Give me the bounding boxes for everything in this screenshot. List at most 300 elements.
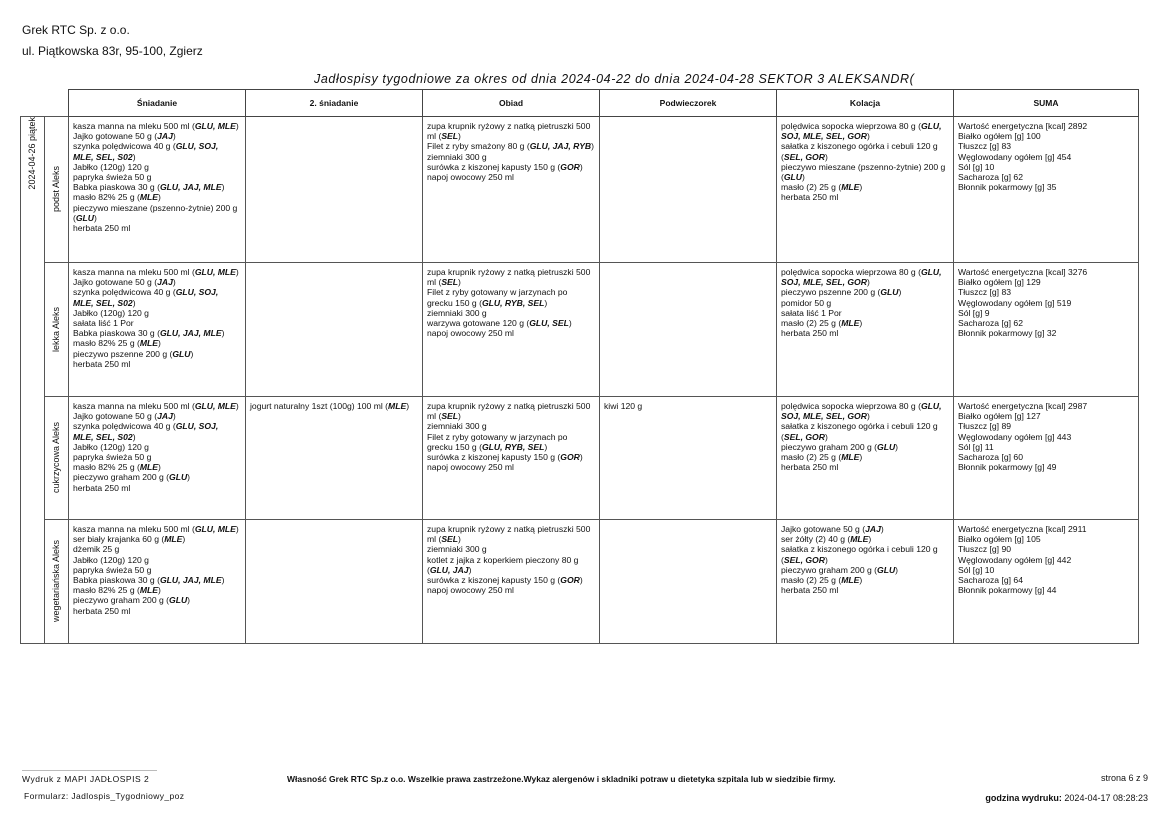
menu-item <box>781 565 949 575</box>
menu-item-text: ser biały krajanka 60 g ( <box>73 534 165 545</box>
menu-item <box>781 442 949 452</box>
menu-item-text: ) <box>172 131 176 142</box>
menu-item-text: herbata 250 ml <box>781 462 839 473</box>
menu-item-text: sałata liść 1 Por <box>73 318 134 329</box>
company-address: ul. Piątkowska 83r, 95-100, Zgierz <box>22 44 203 58</box>
menu-item-text: ) <box>221 328 225 339</box>
menu-item-text: pomidor 50 g <box>781 297 832 308</box>
menu-item-text: pieczywo pszenne 200 g ( <box>73 348 173 359</box>
menu-item-text: ) <box>579 452 583 463</box>
allergen-codes: GLU, SOJ, MLE, SEL, GOR <box>781 267 942 288</box>
menu-item <box>427 162 595 172</box>
allergen-codes: MLE <box>841 318 860 329</box>
menu-item-text: ser żółty (2) 40 g ( <box>781 534 851 545</box>
nutrition-value: Węglowodany ogółem [g] 442 <box>958 554 1072 565</box>
allergen-codes: SEL, GOR <box>783 554 825 565</box>
menu-item <box>73 555 241 565</box>
menu-item-text: dżemik 25 g <box>73 544 120 555</box>
allergen-codes: MLE <box>841 452 860 463</box>
allergen-codes: JAJ <box>865 524 881 534</box>
menu-item-text: sałata liść 1 Por <box>781 307 842 318</box>
nutrition-value: Tłuszcz [g] 90 <box>958 544 1012 555</box>
allergen-codes: GLU <box>172 348 191 359</box>
menu-item-text: Filet z ryby smażony 80 g ( <box>427 141 530 152</box>
menu-item-text: ) <box>895 564 899 575</box>
menu-item-text: herbata 250 ml <box>781 328 839 339</box>
menu-item-text: ) <box>859 452 863 463</box>
menu-item <box>427 585 595 595</box>
diet-row <box>21 520 1139 644</box>
nutrition-value: Wartość energetyczna [kcal] 3276 <box>958 267 1088 277</box>
meal-cell <box>246 520 423 644</box>
menu-item-text: ziemniaki 300 g <box>427 421 487 432</box>
menu-item-text: herbata 250 ml <box>73 482 131 493</box>
diet-row <box>21 263 1139 397</box>
menu-item <box>427 141 595 151</box>
allergen-codes: GLU, RYB, SEL <box>481 297 545 308</box>
menu-item <box>427 121 595 141</box>
meal-cell <box>69 520 246 644</box>
meal-cell <box>600 263 777 397</box>
nutrition-value: Błonnik pokarmowy [g] 49 <box>958 462 1057 473</box>
menu-item-text: ) <box>187 472 191 483</box>
menu-item <box>781 298 949 308</box>
menu-item-text: ) <box>132 297 136 308</box>
menu-item-text: ) <box>579 161 583 172</box>
allergen-codes: GLU <box>877 441 896 452</box>
menu-item-text: masło 82% 25 g ( <box>73 462 140 473</box>
footer-page-number: strona 6 z 9 <box>1100 773 1148 783</box>
meal-cell <box>600 117 777 263</box>
allergen-codes: SEL, GOR <box>783 151 825 162</box>
allergen-codes: GLU <box>880 287 899 298</box>
menu-item-text: sałatka z kiszonego ogórka i cebuli 120 g ( <box>781 141 938 162</box>
menu-item <box>73 442 241 452</box>
allergen-codes: GOR <box>560 161 580 172</box>
menu-item <box>73 131 241 141</box>
nutrition-value: Sól [g] 9 <box>958 307 990 318</box>
meal-cell <box>246 263 423 397</box>
menu-item-text: Jajko gotowane 50 g ( <box>781 524 866 534</box>
allergen-codes: GLU <box>783 172 803 183</box>
menu-item <box>73 472 241 482</box>
menu-item <box>73 452 241 462</box>
meal-cell <box>777 397 954 520</box>
menu-item-text: kasza manna na mleku 500 ml ( <box>73 267 195 277</box>
nutrition-value: Wartość energetyczna [kcal] 2911 <box>958 524 1087 534</box>
diet-name-cell <box>45 520 69 644</box>
meal-cell <box>777 263 954 397</box>
allergen-codes: GLU, JAJ, RYB <box>529 141 592 152</box>
menu-item <box>73 223 241 233</box>
menu-item-text: napoj owocowy 250 ml <box>427 172 514 183</box>
menu-item <box>781 287 949 297</box>
menu-item-text: Filet z ryby gotowany w jarzynach po grecku 150 g ( <box>427 431 568 452</box>
print-time-label: godzina wydruku: <box>985 793 1062 803</box>
menu-item-text: ) <box>579 575 583 586</box>
allergen-codes: GLU, SOJ, MLE, SEL, S02 <box>73 287 219 308</box>
menu-item <box>73 349 241 359</box>
page-title: Jadłospisy tygodniowe za okres od dnia 2024-04-22 do dnia 2024-04-28 SEKTOR 3 ALEKSANDR( <box>314 72 915 86</box>
menu-item-text: Jabłko (120g) 120 g <box>73 307 149 318</box>
menu-item-text: ) <box>859 575 863 586</box>
menu-item-text: pieczywo graham 200 g ( <box>781 441 878 452</box>
menu-item <box>781 267 949 287</box>
nutrition-value: Węglowodany ogółem [g] 443 <box>958 431 1072 442</box>
nutrition-value: Sacharoza [g] 64 <box>958 575 1023 586</box>
menu-item <box>73 172 241 182</box>
menu-item-text: ) <box>544 441 548 452</box>
menu-item <box>427 328 595 338</box>
menu-item <box>73 462 241 472</box>
nutrition-value: Tłuszcz [g] 83 <box>958 141 1012 152</box>
menu-item-text: ziemniaki 300 g <box>427 151 487 162</box>
menu-item <box>427 308 595 318</box>
menu-item-text: Jajko gotowane 50 g ( <box>73 411 158 422</box>
nutrition-value: Wartość energetyczna [kcal] 2987 <box>958 401 1088 411</box>
header-row <box>21 90 1139 117</box>
menu-item-text: kasza manna na mleku 500 ml ( <box>73 401 195 411</box>
menu-item <box>73 534 241 544</box>
nutrition-value: Sól [g] 11 <box>958 441 994 452</box>
menu-item-text: ) <box>568 318 572 329</box>
menu-item <box>781 544 949 564</box>
menu-item-text: kotlet z jajka z koperkiem pieczony 80 g ( <box>427 554 579 575</box>
menu-item-text: napoj owocowy 250 ml <box>427 585 514 596</box>
meal-cell <box>423 397 600 520</box>
menu-item <box>781 308 949 318</box>
menu-item <box>73 277 241 287</box>
nutrition-value: Tłuszcz [g] 89 <box>958 421 1012 432</box>
nutrition-value: Wartość energetyczna [kcal] 2892 <box>958 121 1088 131</box>
menu-item <box>427 555 595 575</box>
menu-item-text: ) <box>895 441 899 452</box>
nutrition-summary-cell <box>954 520 1139 644</box>
menu-item-text: ) <box>859 318 863 329</box>
nutrition-value: Błonnik pokarmowy [g] 44 <box>958 585 1057 596</box>
menu-item-text: ) <box>172 411 176 422</box>
footer-ownership: Własność Grek RTC Sp.z o.o. Wszelkie prawa zastrzeżone.Wykaz alergenów i skladniki potraw u dietetyka szpitala lub w siedzibie firmy. <box>287 774 836 784</box>
allergen-codes: GLU, JAJ, MLE <box>159 575 222 586</box>
menu-item <box>427 421 595 431</box>
menu-item <box>781 162 949 182</box>
allergen-codes: GOR <box>560 575 580 586</box>
nutrition-summary-cell <box>954 117 1139 263</box>
menu-item-text: napoj owocowy 250 ml <box>427 328 514 339</box>
allergen-codes: GLU, MLE <box>194 267 236 277</box>
allergen-codes: SEL <box>441 411 459 422</box>
menu-item-text: surówka z kiszonej kapusty 150 g ( <box>427 575 561 586</box>
menu-item-text: ) <box>824 554 828 565</box>
menu-item-text: ) <box>235 121 239 131</box>
menu-item-text: ) <box>158 585 161 596</box>
allergen-codes: GLU <box>877 564 896 575</box>
meal-cell <box>600 397 777 520</box>
nutrition-value: Białko ogółem [g] 105 <box>958 534 1041 545</box>
menu-item <box>73 483 241 493</box>
column-header-sniadanie: Śniadanie <box>69 90 246 117</box>
allergen-codes: GLU <box>169 595 188 606</box>
menu-item-text: herbata 250 ml <box>781 192 839 203</box>
diet-name-cell <box>45 117 69 263</box>
menu-item-text: ) <box>880 524 884 534</box>
menu-item <box>73 287 241 307</box>
nutrition-value: Tłuszcz [g] 83 <box>958 287 1012 298</box>
menu-item-text: warzywa gotowane 120 g ( <box>427 318 530 329</box>
menu-item-text: herbata 250 ml <box>781 585 839 596</box>
allergen-codes: GLU, JAJ <box>429 564 469 575</box>
menu-item-text: herbata 250 ml <box>73 605 131 616</box>
day-date-label: 2024-04-26 piątek <box>27 117 38 190</box>
allergen-codes: GLU <box>169 472 188 483</box>
menu-item <box>781 328 949 338</box>
diet-name-cell <box>45 263 69 397</box>
allergen-codes: MLE <box>139 338 159 349</box>
menu-item-text: ) <box>406 401 410 411</box>
menu-item-text: papryka świeża 50 g <box>73 564 152 575</box>
menu-item-text: Jajko gotowane 50 g ( <box>73 277 158 288</box>
menu-item <box>73 595 241 605</box>
menu-item <box>73 544 241 554</box>
menu-item <box>781 524 949 534</box>
allergen-codes: GLU, RYB, SEL <box>481 441 545 452</box>
allergen-codes: SEL <box>441 534 459 545</box>
menu-item-text: pieczywo pszenne 200 g ( <box>781 287 881 298</box>
menu-item-text: ) <box>458 534 461 545</box>
menu-item-text: ) <box>544 297 548 308</box>
meal-cell <box>777 520 954 644</box>
allergen-codes: MLE <box>139 585 159 596</box>
menu-item <box>427 287 595 307</box>
menu-item-text: Jabłko (120g) 120 g <box>73 161 149 172</box>
menu-item <box>427 524 595 544</box>
menu-item <box>427 318 595 328</box>
menu-item <box>73 575 241 585</box>
print-time-value: 2024-04-17 08:28:23 <box>1064 793 1148 803</box>
nutrition-value: Węglowodany ogółem [g] 454 <box>958 151 1072 162</box>
allergen-codes: SEL, GOR <box>783 431 825 442</box>
menu-item <box>250 401 418 411</box>
menu-item-text: herbata 250 ml <box>73 223 131 234</box>
menu-item-text: napoj owocowy 250 ml <box>427 462 514 473</box>
allergen-codes: MLE <box>139 192 159 203</box>
meal-cell <box>69 397 246 520</box>
menu-item-text: ziemniaki 300 g <box>427 544 487 555</box>
allergen-codes: GLU, SEL <box>529 318 569 329</box>
menu-item <box>604 401 772 411</box>
menu-item-text: zupa krupnik ryżowy z natką pietruszki 500 ml ( <box>427 121 591 142</box>
allergen-codes: GLU, MLE <box>194 121 236 131</box>
menu-item-text: ) <box>591 141 595 152</box>
menu-item-text: pieczywo graham 200 g ( <box>781 564 878 575</box>
allergen-codes: GLU, JAJ, MLE <box>159 182 222 193</box>
menu-item <box>427 575 595 585</box>
menu-item-text: jogurt naturalny 1szt (100g) 100 ml ( <box>250 401 389 411</box>
menu-item <box>73 203 241 223</box>
menu-item-text: ) <box>859 182 863 193</box>
menu-item <box>781 575 949 585</box>
column-header-kolacja: Kolacja <box>777 90 954 117</box>
allergen-codes: MLE <box>841 575 860 586</box>
menu-item-text: ) <box>158 338 161 349</box>
menu-item <box>781 141 949 161</box>
menu-item-text: Babka piaskowa 30 g ( <box>73 575 160 586</box>
menu-item-text: ) <box>158 462 161 473</box>
diet-name-label: cukrzycowa Aleks <box>51 422 62 494</box>
menu-item <box>427 544 595 554</box>
menu-item-text: ) <box>158 192 161 203</box>
allergen-codes: JAJ <box>157 411 173 422</box>
menu-item-text: ) <box>458 277 461 288</box>
menu-item-text: ) <box>824 431 828 442</box>
menu-item-text: masło (2) 25 g ( <box>781 182 842 193</box>
menu-item <box>73 359 241 369</box>
allergen-codes: MLE <box>841 182 860 193</box>
header-blank <box>21 90 45 117</box>
menu-item-text: Jajko gotowane 50 g ( <box>73 131 158 142</box>
allergen-codes: GLU, SOJ, MLE, SEL, S02 <box>73 141 219 162</box>
allergen-codes: GLU, JAJ, MLE <box>159 328 222 339</box>
allergen-codes: GLU, SOJ, MLE, SEL, S02 <box>73 421 219 442</box>
menu-item-text: ) <box>221 575 225 586</box>
menu-item-text: herbata 250 ml <box>73 358 131 369</box>
menu-item <box>781 452 949 462</box>
menu-item-text: masło 82% 25 g ( <box>73 338 140 349</box>
menu-item-text: pieczywo mieszane (pszenno-żytnie) 200 g ( <box>73 202 238 223</box>
menu-item <box>781 462 949 472</box>
menu-item-text: kasza manna na mleku 500 ml ( <box>73 121 195 131</box>
menu-item-text: polędwica sopocka wieprzowa 80 g ( <box>781 121 921 131</box>
menu-item <box>73 401 241 411</box>
menu-item <box>73 192 241 202</box>
nutrition-value: Białko ogółem [g] 129 <box>958 277 1041 288</box>
nutrition-summary-cell <box>954 397 1139 520</box>
footer-divider <box>22 770 157 771</box>
nutrition-value: Sól [g] 10 <box>958 161 995 172</box>
menu-item-text: papryka świeża 50 g <box>73 172 152 183</box>
allergen-codes: MLE <box>139 462 159 473</box>
meal-cell <box>777 117 954 263</box>
day-date-cell <box>21 117 45 644</box>
menu-item <box>73 524 241 534</box>
menu-item-text: masło (2) 25 g ( <box>781 452 842 463</box>
meal-cell <box>423 263 600 397</box>
menu-item-text: ) <box>132 151 136 162</box>
menu-item <box>73 182 241 192</box>
menu-item-text: kiwi 120 g <box>604 401 643 411</box>
menu-item <box>427 401 595 421</box>
diet-name-label: lekka Aleks <box>51 306 62 353</box>
company-name: Grek RTC Sp. z o.o. <box>22 23 130 37</box>
menu-item <box>73 421 241 441</box>
menu-item-text: szynka polędwicowa 40 g ( <box>73 421 176 432</box>
meal-cell <box>69 117 246 263</box>
menu-item-text: ) <box>866 411 870 422</box>
menu-item-text: ) <box>868 534 872 545</box>
menu-item-text: Babka piaskowa 30 g ( <box>73 182 160 193</box>
menu-item <box>781 318 949 328</box>
menu-item-text: polędwica sopocka wieprzowa 80 g ( <box>781 267 921 277</box>
menu-item-text: ) <box>468 564 472 575</box>
allergen-codes: MLE <box>164 534 183 545</box>
diet-name-cell <box>45 397 69 520</box>
menu-item-text: ) <box>94 212 97 223</box>
menu-item-text: ziemniaki 300 g <box>427 307 487 318</box>
menu-item <box>781 121 949 141</box>
menu-item <box>73 411 241 421</box>
menu-item-text: ) <box>221 182 225 193</box>
allergen-codes: GOR <box>560 452 580 463</box>
nutrition-value: Węglowodany ogółem [g] 519 <box>958 297 1072 308</box>
menu-item <box>73 308 241 318</box>
menu-item-text: ) <box>190 348 194 359</box>
meal-cell <box>246 117 423 263</box>
menu-table <box>20 89 1139 644</box>
nutrition-value: Błonnik pokarmowy [g] 35 <box>958 182 1057 193</box>
footer-print-time <box>985 793 1148 803</box>
footer-form-name: Formularz: Jadlospis_Tygodniowy_poz <box>24 791 185 801</box>
menu-item-text: ) <box>802 172 805 183</box>
menu-body <box>21 117 1139 644</box>
menu-item <box>781 401 949 421</box>
nutrition-summary-cell <box>954 263 1139 397</box>
allergen-codes: GLU, MLE <box>194 401 236 411</box>
allergen-codes: GLU, SOJ, MLE, SEL, GOR <box>781 401 942 422</box>
menu-item-text: kasza manna na mleku 500 ml ( <box>73 524 195 534</box>
column-header-2-sniadanie: 2. śniadanie <box>246 90 423 117</box>
menu-item <box>73 162 241 172</box>
diet-name-label: podst Aleks <box>51 166 62 213</box>
allergen-codes: GLU <box>75 212 95 223</box>
menu-item-text: surówka z kiszonej kapusty 150 g ( <box>427 452 561 463</box>
menu-item-text: sałatka z kiszonego ogórka i cebuli 120 g ( <box>781 544 938 565</box>
menu-item-text: Jabłko (120g) 120 g <box>73 554 149 565</box>
menu-item-text: ) <box>172 277 176 288</box>
column-header-obiad: Obiad <box>423 90 600 117</box>
column-header-suma: SUMA <box>954 90 1139 117</box>
allergen-codes: JAJ <box>157 131 173 142</box>
menu-item-text: pieczywo graham 200 g ( <box>73 595 170 606</box>
menu-item-text: ) <box>458 131 461 142</box>
menu-item-text: Babka piaskowa 30 g ( <box>73 328 160 339</box>
menu-item <box>427 462 595 472</box>
allergen-codes: GLU, SOJ, MLE, SEL, GOR <box>781 121 942 142</box>
menu-item <box>427 452 595 462</box>
diet-name-label: wegetariańska Aleks <box>51 540 62 623</box>
menu-item-text: masło (2) 25 g ( <box>781 575 842 586</box>
menu-item-text: ) <box>235 267 239 277</box>
diet-row <box>21 397 1139 520</box>
nutrition-value: Białko ogółem [g] 127 <box>958 411 1041 422</box>
menu-item <box>781 534 949 544</box>
menu-item-text: masło 82% 25 g ( <box>73 192 140 203</box>
meal-cell <box>423 520 600 644</box>
meal-cell <box>600 520 777 644</box>
menu-item-text: ) <box>182 534 186 545</box>
meal-cell <box>69 263 246 397</box>
menu-item <box>427 152 595 162</box>
nutrition-value: Sacharoza [g] 62 <box>958 318 1023 329</box>
menu-item <box>73 328 241 338</box>
menu-item-text: Jabłko (120g) 120 g <box>73 441 149 452</box>
menu-item <box>73 318 241 328</box>
menu-item-text: zupa krupnik ryżowy z natką pietruszki 500 ml ( <box>427 524 591 545</box>
menu-item-text: ) <box>866 277 870 288</box>
allergen-codes: SEL <box>441 277 459 288</box>
menu-item-text: ) <box>235 401 239 411</box>
menu-item-text: masło (2) 25 g ( <box>781 318 842 329</box>
menu-item-text: ) <box>235 524 239 534</box>
